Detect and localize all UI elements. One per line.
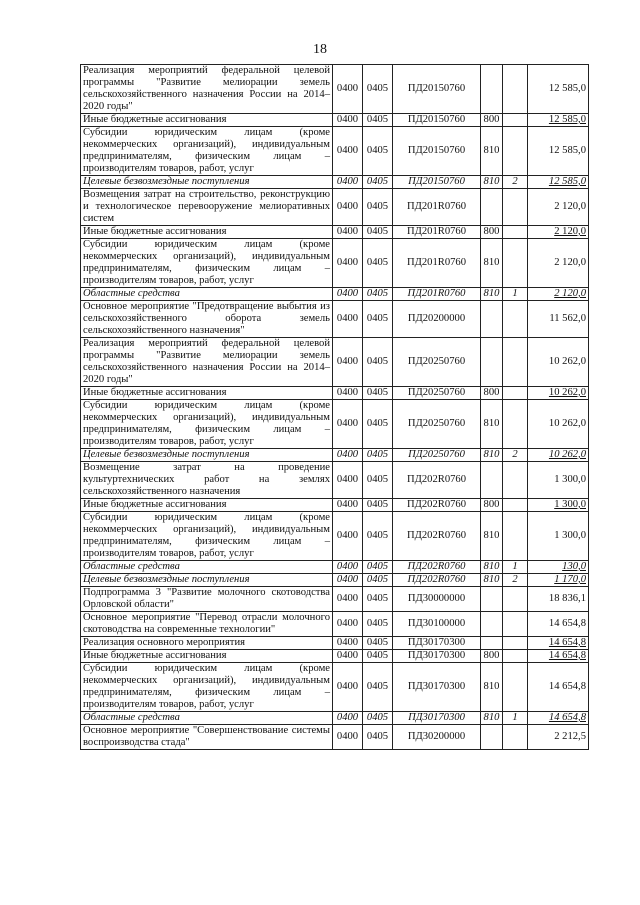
- target-article-code: ПД30170300: [393, 650, 481, 663]
- expense-type-code: 810: [481, 663, 503, 712]
- expense-type-code: [481, 637, 503, 650]
- section-code: 0400: [333, 301, 363, 338]
- section-code: 0400: [333, 499, 363, 512]
- amount-value: 1 170,0: [528, 574, 589, 587]
- target-article-code: ПД20250760: [393, 449, 481, 462]
- target-article-code: ПД20250760: [393, 400, 481, 449]
- section-code: 0400: [333, 637, 363, 650]
- row-description: Областные средства: [81, 288, 333, 301]
- target-article-code: ПД202R0760: [393, 512, 481, 561]
- table-row: [81, 650, 589, 663]
- expense-type-code: 810: [481, 400, 503, 449]
- row-description: Субсидии юридическим лицам (кроме некоммерческих организаций), индивидуальным предпринимателям, физическим лицам – производителям товаров, работ, услуг: [81, 400, 333, 449]
- funding-source-code: 1: [503, 712, 528, 725]
- expense-type-code: 800: [481, 226, 503, 239]
- target-article-code: ПД20250760: [393, 338, 481, 387]
- subsection-code: 0405: [363, 301, 393, 338]
- row-description: Возмещения затрат на строительство, реконструкцию и технологическое перевооружение мелиоративных систем: [81, 189, 333, 226]
- row-description: Целевые безвозмездные поступления: [81, 574, 333, 587]
- target-article-code: ПД202R0760: [393, 574, 481, 587]
- subsection-code: 0405: [363, 663, 393, 712]
- section-code: 0400: [333, 239, 363, 288]
- funding-source-code: [503, 587, 528, 612]
- expense-type-code: 810: [481, 449, 503, 462]
- target-article-code: ПД202R0760: [393, 499, 481, 512]
- funding-source-code: 1: [503, 288, 528, 301]
- funding-source-code: [503, 301, 528, 338]
- subsection-code: 0405: [363, 612, 393, 637]
- budget-table-body: [81, 65, 589, 750]
- section-code: 0400: [333, 725, 363, 750]
- target-article-code: ПД30170300: [393, 663, 481, 712]
- subsection-code: 0405: [363, 499, 393, 512]
- table-row: [81, 712, 589, 725]
- row-description: Основное мероприятие "Совершенствование системы воспроизводства стада": [81, 725, 333, 750]
- amount-value: 14 654,8: [528, 612, 589, 637]
- subsection-code: 0405: [363, 226, 393, 239]
- table-row: [81, 637, 589, 650]
- expense-type-code: [481, 725, 503, 750]
- funding-source-code: 2: [503, 449, 528, 462]
- table-row: [81, 574, 589, 587]
- funding-source-code: [503, 65, 528, 114]
- amount-value: 1 300,0: [528, 499, 589, 512]
- amount-value: 12 585,0: [528, 176, 589, 189]
- table-row: [81, 288, 589, 301]
- funding-source-code: [503, 114, 528, 127]
- funding-source-code: [503, 637, 528, 650]
- expense-type-code: [481, 189, 503, 226]
- amount-value: 10 262,0: [528, 387, 589, 400]
- section-code: 0400: [333, 127, 363, 176]
- section-code: 0400: [333, 512, 363, 561]
- expense-type-code: 800: [481, 114, 503, 127]
- expense-type-code: 810: [481, 239, 503, 288]
- expense-type-code: [481, 587, 503, 612]
- subsection-code: 0405: [363, 637, 393, 650]
- amount-value: 2 120,0: [528, 189, 589, 226]
- subsection-code: 0405: [363, 176, 393, 189]
- target-article-code: ПД30000000: [393, 587, 481, 612]
- subsection-code: 0405: [363, 725, 393, 750]
- amount-value: 2 120,0: [528, 226, 589, 239]
- section-code: 0400: [333, 65, 363, 114]
- funding-source-code: [503, 462, 528, 499]
- amount-value: 10 262,0: [528, 400, 589, 449]
- expense-type-code: 810: [481, 512, 503, 561]
- row-description: Основное мероприятие "Предотвращение выбытия из сельскохозяйственного оборота земель сельскохозяйственного назначения": [81, 301, 333, 338]
- expense-type-code: [481, 462, 503, 499]
- table-row: [81, 338, 589, 387]
- table-row: [81, 65, 589, 114]
- amount-value: 18 836,1: [528, 587, 589, 612]
- table-row: [81, 725, 589, 750]
- funding-source-code: [503, 338, 528, 387]
- table-row: [81, 400, 589, 449]
- funding-source-code: [503, 226, 528, 239]
- funding-source-code: [503, 725, 528, 750]
- funding-source-code: 2: [503, 574, 528, 587]
- table-row: [81, 301, 589, 338]
- subsection-code: 0405: [363, 288, 393, 301]
- amount-value: 14 654,8: [528, 650, 589, 663]
- subsection-code: 0405: [363, 65, 393, 114]
- subsection-code: 0405: [363, 574, 393, 587]
- row-description: Иные бюджетные ассигнования: [81, 387, 333, 400]
- subsection-code: 0405: [363, 561, 393, 574]
- section-code: 0400: [333, 288, 363, 301]
- funding-source-code: 1: [503, 561, 528, 574]
- row-description: Иные бюджетные ассигнования: [81, 499, 333, 512]
- target-article-code: ПД20250760: [393, 387, 481, 400]
- subsection-code: 0405: [363, 512, 393, 561]
- expense-type-code: 810: [481, 574, 503, 587]
- amount-value: 10 262,0: [528, 449, 589, 462]
- amount-value: 12 585,0: [528, 127, 589, 176]
- expense-type-code: 800: [481, 650, 503, 663]
- expense-type-code: 810: [481, 712, 503, 725]
- section-code: 0400: [333, 189, 363, 226]
- section-code: 0400: [333, 663, 363, 712]
- expense-type-code: 810: [481, 561, 503, 574]
- funding-source-code: [503, 499, 528, 512]
- target-article-code: ПД20150760: [393, 176, 481, 189]
- subsection-code: 0405: [363, 587, 393, 612]
- row-description: Целевые безвозмездные поступления: [81, 449, 333, 462]
- table-row: [81, 127, 589, 176]
- section-code: 0400: [333, 587, 363, 612]
- expense-type-code: 800: [481, 387, 503, 400]
- section-code: 0400: [333, 561, 363, 574]
- target-article-code: ПД20150760: [393, 114, 481, 127]
- row-description: Иные бюджетные ассигнования: [81, 226, 333, 239]
- expense-type-code: [481, 301, 503, 338]
- table-row: [81, 512, 589, 561]
- amount-value: 14 654,8: [528, 712, 589, 725]
- amount-value: 14 654,8: [528, 637, 589, 650]
- target-article-code: ПД20150760: [393, 65, 481, 114]
- subsection-code: 0405: [363, 239, 393, 288]
- section-code: 0400: [333, 612, 363, 637]
- table-row: [81, 226, 589, 239]
- amount-value: 2 120,0: [528, 288, 589, 301]
- target-article-code: ПД202R0760: [393, 462, 481, 499]
- section-code: 0400: [333, 114, 363, 127]
- row-description: Субсидии юридическим лицам (кроме некоммерческих организаций), индивидуальным предпринимателям, физическим лицам – производителям товаров, работ, услуг: [81, 663, 333, 712]
- row-description: Областные средства: [81, 712, 333, 725]
- funding-source-code: [503, 512, 528, 561]
- row-description: Субсидии юридическим лицам (кроме некоммерческих организаций), индивидуальным предпринимателям, физическим лицам – производителям товаров, работ, услуг: [81, 127, 333, 176]
- funding-source-code: 2: [503, 176, 528, 189]
- target-article-code: ПД20150760: [393, 127, 481, 176]
- section-code: 0400: [333, 387, 363, 400]
- row-description: Иные бюджетные ассигнования: [81, 650, 333, 663]
- target-article-code: ПД201R0760: [393, 288, 481, 301]
- subsection-code: 0405: [363, 387, 393, 400]
- row-description: Возмещение затрат на проведение культуртехнических работ на землях сельскохозяйственного назначения: [81, 462, 333, 499]
- table-row: [81, 561, 589, 574]
- amount-value: 1 300,0: [528, 512, 589, 561]
- funding-source-code: [503, 189, 528, 226]
- amount-value: 14 654,8: [528, 663, 589, 712]
- row-description: Субсидии юридическим лицам (кроме некоммерческих организаций), индивидуальным предпринимателям, физическим лицам – производителям товаров, работ, услуг: [81, 239, 333, 288]
- target-article-code: ПД201R0760: [393, 239, 481, 288]
- target-article-code: ПД30100000: [393, 612, 481, 637]
- amount-value: 11 562,0: [528, 301, 589, 338]
- section-code: 0400: [333, 449, 363, 462]
- section-code: 0400: [333, 574, 363, 587]
- target-article-code: ПД30170300: [393, 712, 481, 725]
- funding-source-code: [503, 239, 528, 288]
- funding-source-code: [503, 400, 528, 449]
- expense-type-code: [481, 65, 503, 114]
- section-code: 0400: [333, 712, 363, 725]
- row-description: Целевые безвозмездные поступления: [81, 176, 333, 189]
- subsection-code: 0405: [363, 189, 393, 226]
- amount-value: 130,0: [528, 561, 589, 574]
- subsection-code: 0405: [363, 338, 393, 387]
- target-article-code: ПД201R0760: [393, 226, 481, 239]
- row-description: Субсидии юридическим лицам (кроме некоммерческих организаций), индивидуальным предпринимателям, физическим лицам – производителям товаров, работ, услуг: [81, 512, 333, 561]
- amount-value: 2 120,0: [528, 239, 589, 288]
- funding-source-code: [503, 663, 528, 712]
- subsection-code: 0405: [363, 449, 393, 462]
- amount-value: 10 262,0: [528, 338, 589, 387]
- subsection-code: 0405: [363, 712, 393, 725]
- subsection-code: 0405: [363, 114, 393, 127]
- section-code: 0400: [333, 176, 363, 189]
- subsection-code: 0405: [363, 400, 393, 449]
- expense-type-code: 800: [481, 499, 503, 512]
- funding-source-code: [503, 650, 528, 663]
- target-article-code: ПД202R0760: [393, 561, 481, 574]
- funding-source-code: [503, 612, 528, 637]
- table-row: [81, 499, 589, 512]
- table-row: [81, 189, 589, 226]
- amount-value: 2 212,5: [528, 725, 589, 750]
- subsection-code: 0405: [363, 462, 393, 499]
- section-code: 0400: [333, 226, 363, 239]
- table-row: [81, 387, 589, 400]
- expense-type-code: 810: [481, 288, 503, 301]
- expense-type-code: [481, 338, 503, 387]
- budget-table: [80, 64, 589, 750]
- amount-value: 12 585,0: [528, 114, 589, 127]
- target-article-code: ПД20200000: [393, 301, 481, 338]
- expense-type-code: 810: [481, 127, 503, 176]
- section-code: 0400: [333, 338, 363, 387]
- table-row: [81, 114, 589, 127]
- table-row: [81, 663, 589, 712]
- table-row: [81, 462, 589, 499]
- row-description: Реализация мероприятий федеральной целевой программы "Развитие мелиорации земель сельскохозяйственного назначения России на 2014–2020 годы": [81, 338, 333, 387]
- subsection-code: 0405: [363, 127, 393, 176]
- section-code: 0400: [333, 650, 363, 663]
- row-description: Иные бюджетные ассигнования: [81, 114, 333, 127]
- row-description: Областные средства: [81, 561, 333, 574]
- subsection-code: 0405: [363, 650, 393, 663]
- expense-type-code: 810: [481, 176, 503, 189]
- section-code: 0400: [333, 462, 363, 499]
- target-article-code: ПД201R0760: [393, 189, 481, 226]
- table-row: [81, 176, 589, 189]
- page-number: 18: [313, 42, 327, 57]
- row-description: Реализация мероприятий федеральной целевой программы "Развитие мелиорации земель сельскохозяйственного назначения России на 2014–2020 годы": [81, 65, 333, 114]
- row-description: Подпрограмма 3 "Развитие молочного скотоводства Орловской области": [81, 587, 333, 612]
- table-row: [81, 239, 589, 288]
- expense-type-code: [481, 612, 503, 637]
- target-article-code: ПД30170300: [393, 637, 481, 650]
- table-row: [81, 587, 589, 612]
- funding-source-code: [503, 127, 528, 176]
- table-row: [81, 449, 589, 462]
- target-article-code: ПД30200000: [393, 725, 481, 750]
- row-description: Реализация основного мероприятия: [81, 637, 333, 650]
- amount-value: 1 300,0: [528, 462, 589, 499]
- section-code: 0400: [333, 400, 363, 449]
- amount-value: 12 585,0: [528, 65, 589, 114]
- row-description: Основное мероприятие "Перевод отрасли молочного скотоводства на современные технологии": [81, 612, 333, 637]
- table-row: [81, 612, 589, 637]
- funding-source-code: [503, 387, 528, 400]
